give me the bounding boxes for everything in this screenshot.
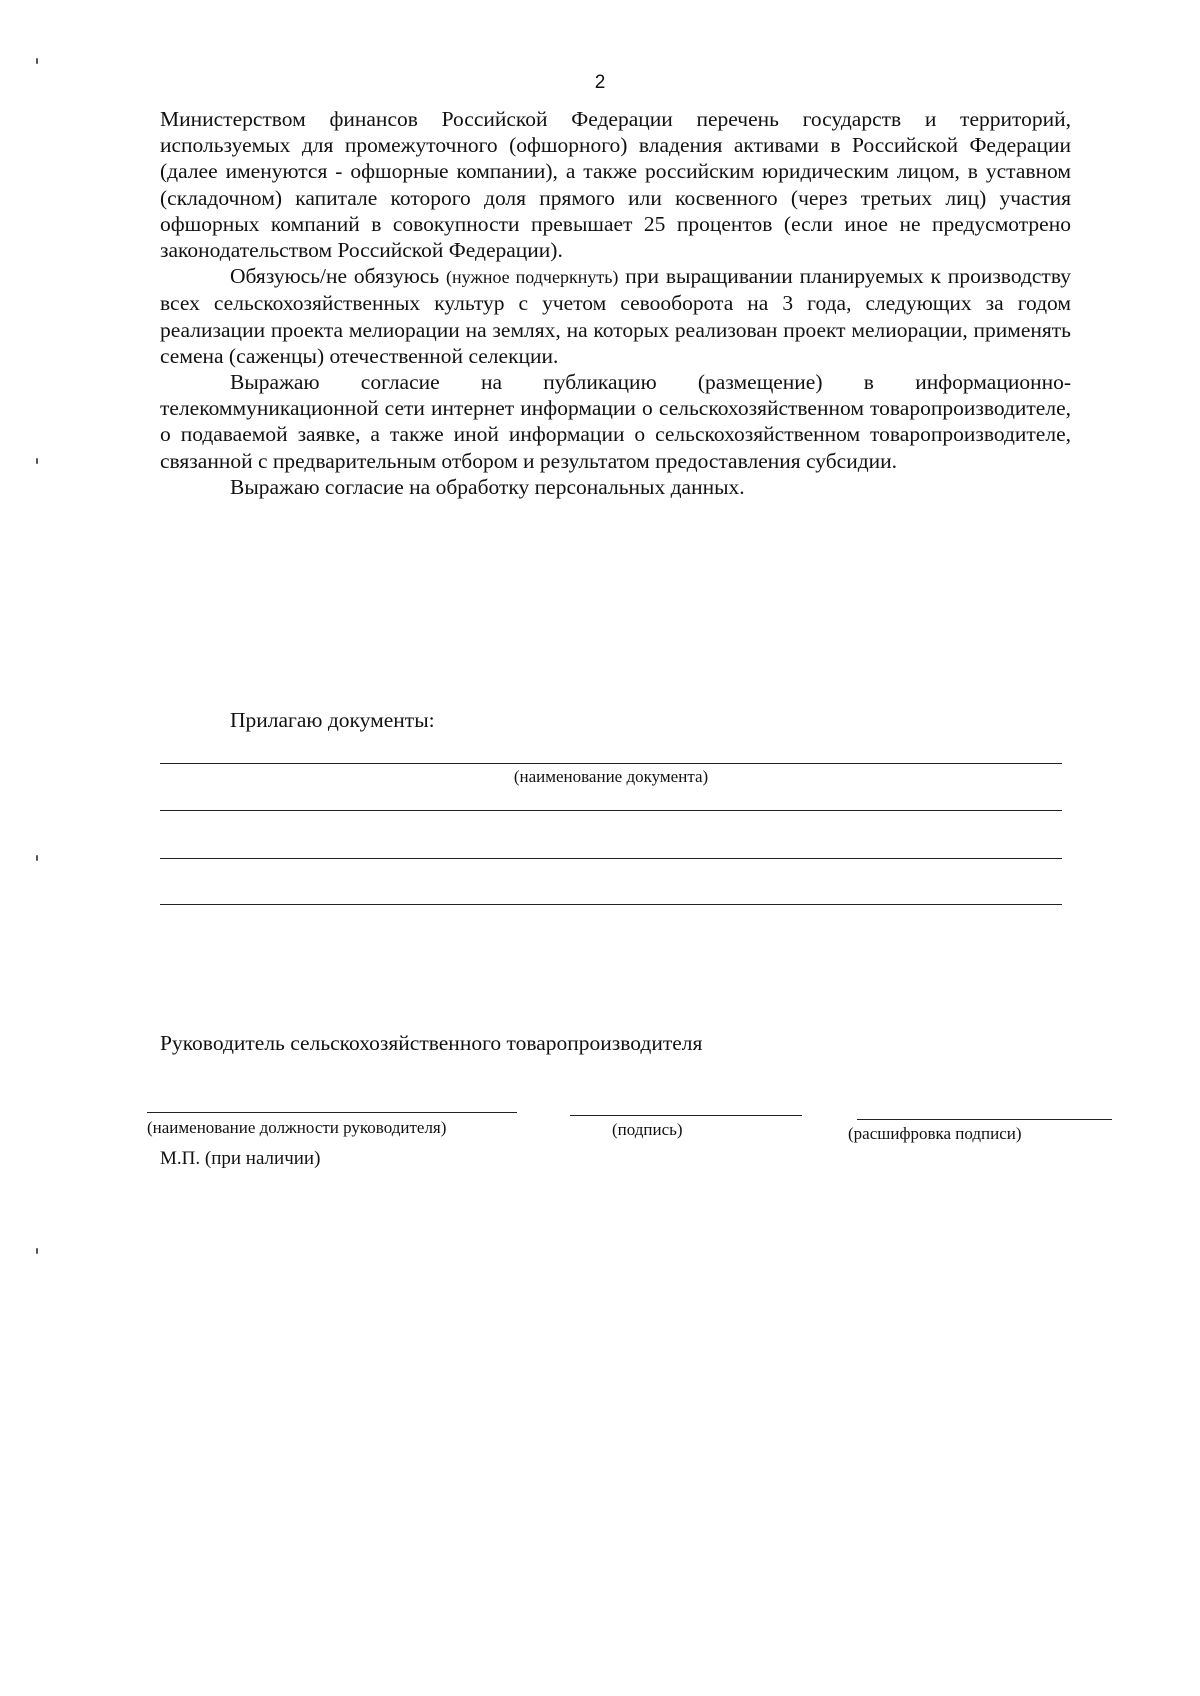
paragraph-seeds-start: Обязуюсь/не обязуюсь [230,264,446,289]
main-text [160,106,1071,500]
scan-speck [36,855,38,861]
attachments-label: Прилагаю документы: [230,708,435,732]
underline-note: (нужное подчеркнуть) [446,267,619,288]
position-caption: (наименование должности руководителя) [147,1118,447,1137]
signature-heading: Руководитель сельскохозяйственного товаропроизводителя [160,1031,703,1055]
document-name-caption: (наименование документа) [513,767,709,786]
paragraph-personal-data-consent: Выражаю согласие на обработку персональных данных. [230,474,745,499]
seal-label: М.П. (при наличии) [160,1148,321,1169]
scan-speck [36,58,38,64]
paragraph-seeds-rest: при выращивании планируемых к производству всех сельскохозяйственных культур с учетом севооборота на 3 года, следующих за годом реализации проекта мелиорации на землях, на которых реализован проект мелиорации, применять семена (саженцы) отечественной селекции. [160,264,1071,368]
document-name-line[interactable] [160,904,1062,905]
document-name-line[interactable] [160,763,1062,764]
decoding-caption: (расшифровка подписи) [848,1124,1022,1143]
document-name-line[interactable] [160,858,1062,859]
paragraph-offshore: Министерством финансов Российской Федерации перечень государств и территорий, используемых для промежуточного (офшорного) владения активами в Российской Федерации (далее именуются - офшорные компании), а также российским юридическим лицом, в уставном (складочном) капитале которого доля прямого или косвенного (через третьих лиц) участия офшорных компаний в совокупности превышает 25 процентов (если иное не предусмотрено законодательством Российской Федерации). [160,107,1071,263]
signature-caption: (подпись) [612,1120,683,1139]
paragraph-publication-consent: Выражаю согласие на публикацию (размещение) в информационно-телекоммуникационной сети интернет информации о сельскохозяйственном товаропроизводителе, о подаваемой заявке, а также иной информации о сельскохозяйственном товаропроизводителе, связанной с предварительным отбором и результатом предоставления субсидии. [160,370,1071,473]
paragraph-seeds [160,263,1071,369]
scan-speck [36,1248,38,1254]
page-number: 2 [594,72,606,93]
document-name-line[interactable] [160,810,1062,811]
signature-line[interactable] [570,1115,802,1116]
decoding-line[interactable] [857,1119,1112,1120]
position-line[interactable] [147,1112,517,1113]
scan-speck [36,458,38,464]
